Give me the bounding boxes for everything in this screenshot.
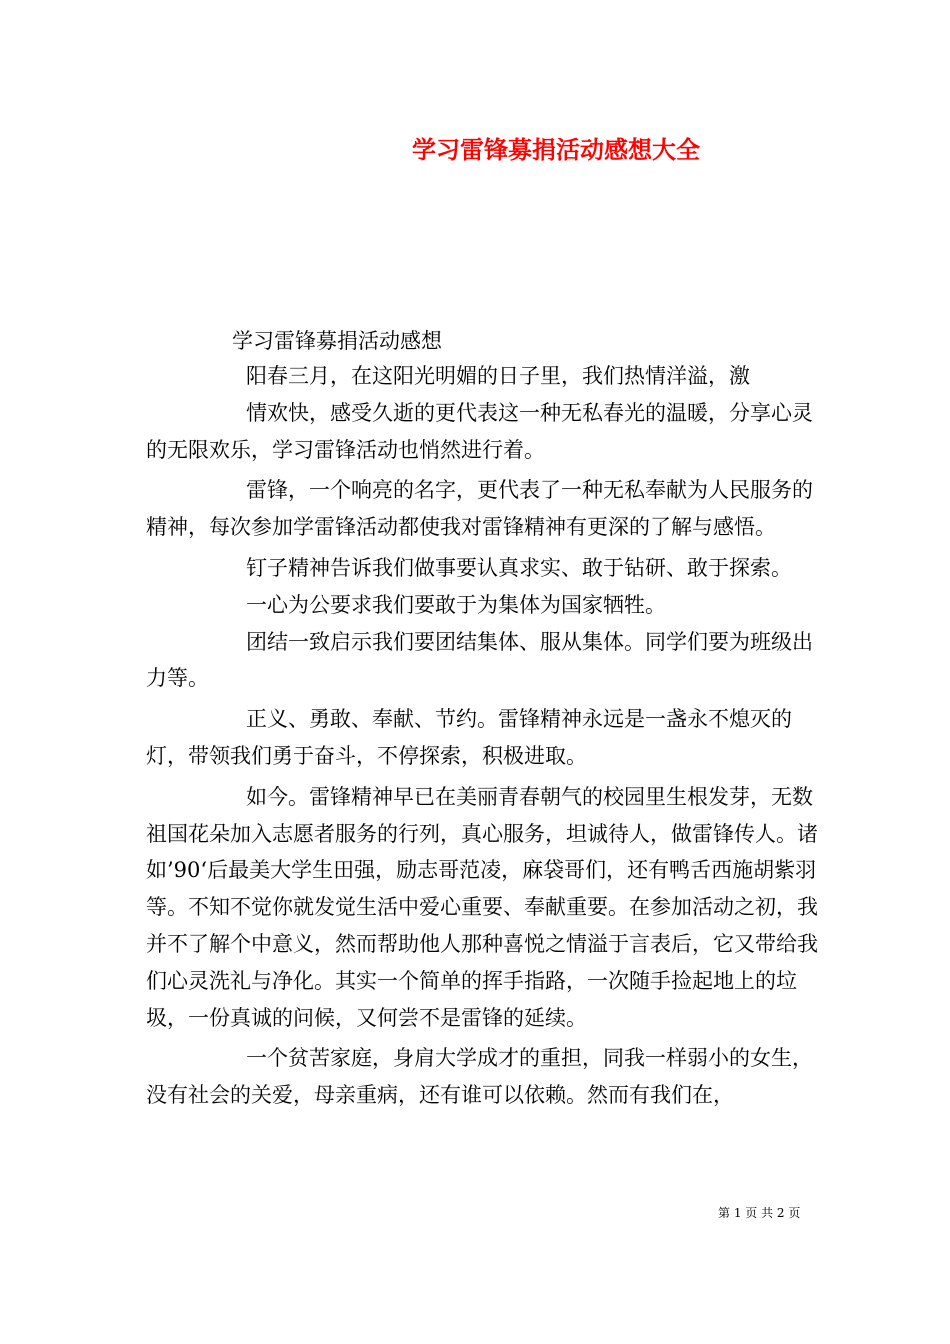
document-title: 学习雷锋募捐活动感想大全 xyxy=(412,135,700,164)
paragraph-3: 钉子精神告诉我们做事要认真求实、敢于钻研、敢于探索。 xyxy=(246,555,792,580)
paragraph-8: 一个贫苦家庭，身肩大学成才的重担，同我一样弱小的女生，没有社会的关爱，母亲重病，还有谁可以依赖。然而有我们在， xyxy=(146,1046,813,1108)
paragraph-4: 一心为公要求我们要敢于为集体为国家牺牲。 xyxy=(246,592,666,617)
paragraph-1 xyxy=(146,358,822,468)
paragraph-2: 雷锋，一个响亮的名字，更代表了一种无私奉献为人民服务的精神，每次参加学雷锋活动都使我对雷锋精神有更深的了解与感悟。 xyxy=(146,478,813,540)
paragraph-1-first-line: 阳春三月，在这阳光明媚的日子里，我们热情洋溢，激 xyxy=(246,364,750,388)
document-subtitle: 学习雷锋募捐活动感想 xyxy=(232,329,442,353)
paragraph-7: 如今。雷锋精神早已在美丽青春朝气的校园里生根发芽，无数祖国花朵加入志愿者服务的行列，真心服务，坦诚待人，做雷锋传人。诸如’90‘后最美大学生田强，励志哥范凌，麻袋哥们，还有鸭舌西施胡紫羽等。不知不觉你就发觉生活中爱心重要、奉献重要。在参加活动之初，我并不了解个中意义，然而帮助他人那种喜悦之情溢于言表后，它又带给我们心灵洗礼与净化。其实一个简单的挥手指路，一次随手捡起地上的垃圾，一份真诚的问候，又何尝不是雷锋的延续。 xyxy=(146,784,818,1030)
page-number-footer: 第 1 页 共 2 页 xyxy=(718,1206,801,1220)
paragraph-5: 团结一致启示我们要团结集体、服从集体。同学们要为班级出力等。 xyxy=(146,629,813,691)
paragraph-1-continuation: 情欢快，感受久逝的更代表这一种无私春光的温暖，分享心灵的无限欢乐，学习雷锋活动也悄然进行着。 xyxy=(146,400,813,462)
paragraph-6: 正义、勇敢、奉献、节约。雷锋精神永远是一盏永不熄灭的灯，带领我们勇于奋斗，不停探索，积极进取。 xyxy=(146,707,792,768)
document-body xyxy=(146,358,822,1114)
